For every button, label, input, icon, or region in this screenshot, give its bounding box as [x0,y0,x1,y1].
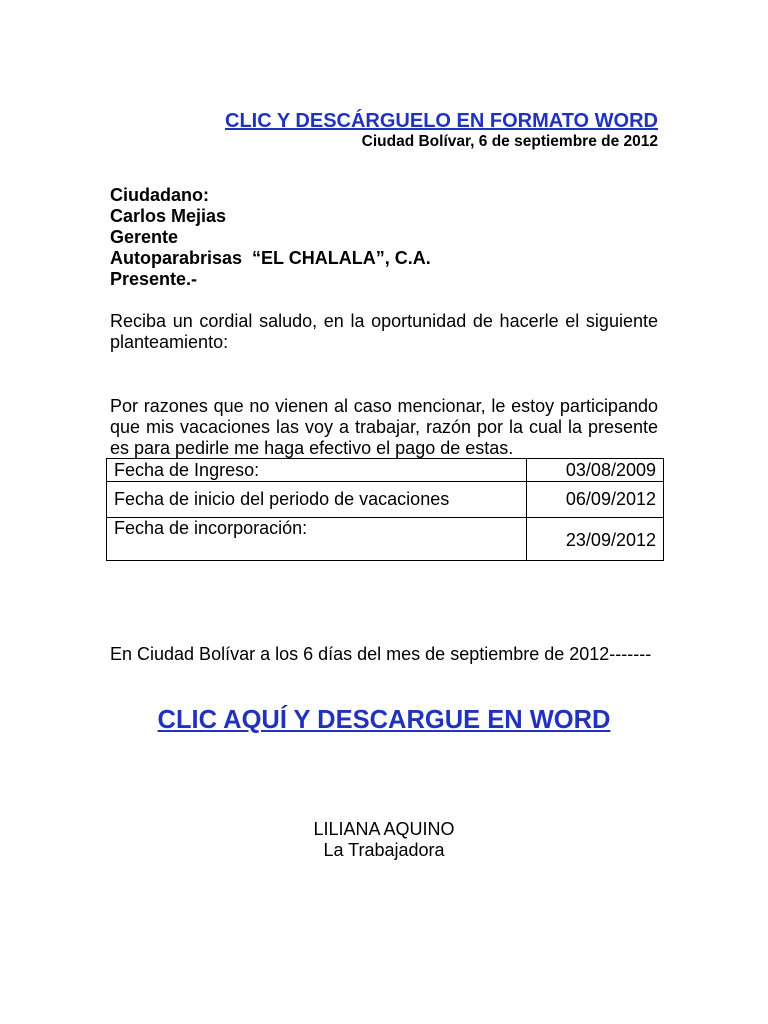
signature-role: La Trabajadora [323,840,445,860]
table-cell-label: Fecha de incorporación: [107,518,527,561]
signature-name: LILIANA AQUINO [313,819,455,839]
table-row [107,482,664,518]
download-word-link-top[interactable]: CLIC Y DESCÁRGUELO EN FORMATO WORD [225,110,658,132]
recipient-position: Gerente [110,227,179,247]
table-cell-value: 23/09/2012 [527,518,664,561]
table-cell-label: Fecha de inicio del periodo de vacaciones [107,482,527,518]
table-cell-value: 03/08/2009 [527,459,664,482]
recipient-block [110,185,431,290]
recipient-presente: Presente.- [110,269,198,289]
table-cell-value: 06/09/2012 [527,482,664,518]
recipient-salutation: Ciudadano: [110,185,209,205]
table-cell-label: Fecha de Ingreso: [107,459,527,482]
signature-block [0,819,768,861]
table-row [107,518,664,561]
request-paragraph: Por razones que no vienen al caso mencionar, le estoy participando que mis vacaciones las voy a trabajar, razón por la cual la presente es para pedirle me haga efectivo el pago de estas. [110,396,658,458]
recipient-company: Autoparabrisas “EL CHALALA”, C.A. [110,248,431,268]
table-row [107,459,664,482]
place-and-date: Ciudad Bolívar, 6 de septiembre de 2012 [361,133,658,150]
closing-line: En Ciudad Bolívar a los 6 días del mes de septiembre de 2012------- [110,644,652,664]
dates-table [106,458,664,561]
greeting-paragraph: Reciba un cordial saludo, en la oportunidad de hacerle el siguiente planteamiento: [110,311,658,352]
download-link-container [0,705,768,735]
download-word-link-bottom[interactable]: CLIC AQUÍ Y DESCARGUE EN WORD [157,706,611,734]
recipient-name: Carlos Mejias [110,206,227,226]
